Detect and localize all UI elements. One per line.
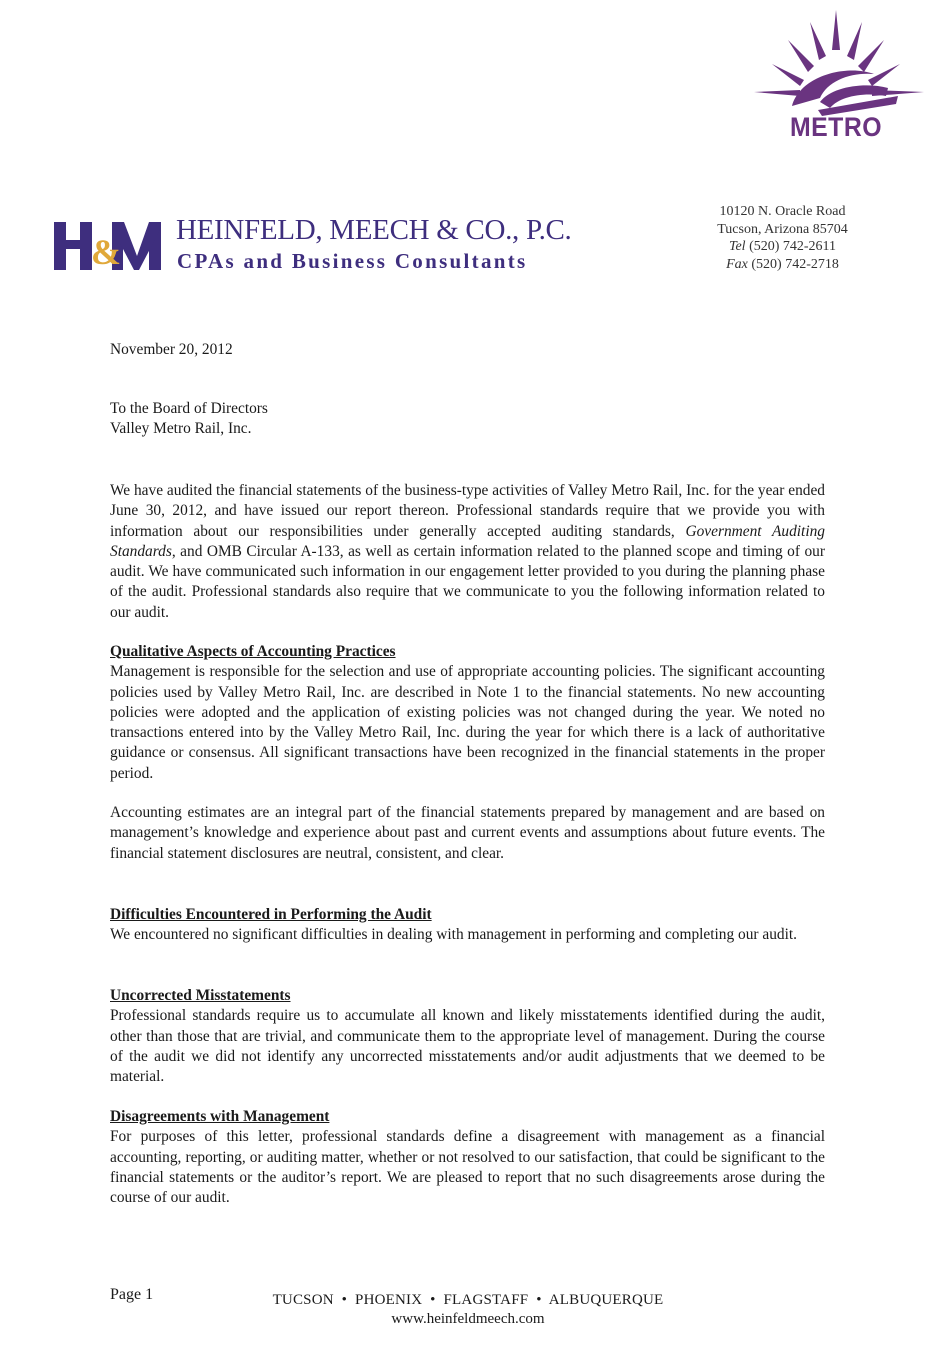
- footer-cities: TUCSON • PHOENIX • FLAGSTAFF • ALBUQUERQUE: [272, 1292, 664, 1308]
- section-body: For purposes of this letter, professional standards define a disagreement with management as a financial accounting, reporting, or auditing matter, whether or not resolved to our satisfaction, that could be significant to the financial statements or the auditor’s report. We are pleased to report that no such disagreements arose during the course of our audit.: [110, 1128, 825, 1207]
- fax-line: [695, 256, 870, 274]
- firm-name: HEINFELD, MEECH & CO., P.C.: [176, 214, 572, 246]
- recipient-block: [110, 399, 825, 440]
- fax-number: (520) 742-2718: [751, 256, 839, 272]
- section-body: Management is responsible for the selection and use of appropriate accounting policies. The significant accounting policies used by Valley Metro Rail, Inc. are described in Note 1 to the financial statements. No new accounting policies were adopted and the application of existing policies was not changed during the year. We noted no transactions entered into by the Valley Metro Rail, Inc. during the year for which there is a lack of authoritative guidance or consensus. All significant transactions have been recognized in the financial statements in the proper period.: [110, 663, 825, 782]
- firm-tagline: CPAs and Business Consultants: [177, 249, 528, 273]
- section-qualitative: [110, 642, 825, 784]
- telephone-line: [695, 238, 870, 256]
- recipient-line-1: To the Board of Directors: [110, 400, 268, 417]
- metro-logo-word: METRO: [790, 112, 882, 142]
- section-heading: Disagreements with Management: [110, 1108, 330, 1125]
- estimates-paragraph: Accounting estimates are an integral part of the financial statements prepared by management and are based on management’s knowledge and experience about past and current events and assumptions about future events. The financial statement disclosures are neutral, consistent, and clear.: [110, 804, 825, 862]
- intro-text-1: We have audited the financial statements of the business-type activities of Valley Metro Rail, Inc. for the year ended June 30, 2012, and have issued our report thereon. Professional standards require that we provide you with information about our responsibilities under generally accepted auditing standards,: [110, 482, 825, 540]
- section-disagreements: [110, 1107, 825, 1208]
- svg-text:&: &: [91, 232, 121, 272]
- intro-paragraph: [110, 481, 825, 623]
- intro-text-2: , and OMB Circular A-133, as well as certain information related to the planned scope and timing of our audit. We have communicated such information in our engagement letter provided to you during the planning phase of the audit. Professional standards also require that we communicate to you the following information related to our audit.: [110, 542, 825, 621]
- section-body: Professional standards require us to accumulate all known and likely misstatements identified during the audit, other than those that are trivial, and communicate them to the appropriate level of management. During the course of the audit we did not identify any uncorrected misstatements and/or audit adjustments that we deemed to be material.: [110, 1007, 825, 1086]
- address-line-1: 10120 N. Oracle Road: [719, 204, 846, 219]
- section-misstatements: [110, 986, 825, 1087]
- intro-italic-title: Government Auditing Standards: [110, 522, 825, 560]
- section-difficulties: [110, 905, 825, 946]
- section-heading: Difficulties Encountered in Performing the Audit: [110, 906, 432, 923]
- letter-date: November 20, 2012: [110, 341, 233, 358]
- page-number: Page 1: [110, 1286, 154, 1303]
- address-line-2: Tucson, Arizona 85704: [717, 221, 848, 237]
- recipient-line-2: Valley Metro Rail, Inc.: [110, 420, 252, 438]
- footer-website: www.heinfeldmeech.com: [391, 1311, 545, 1327]
- tel-label: Tel: [728, 239, 746, 254]
- firm-address-block: [695, 203, 870, 273]
- section-heading: Qualitative Aspects of Accounting Practices: [110, 643, 396, 660]
- section-heading: Uncorrected Misstatements: [110, 987, 291, 1004]
- tel-number: (520) 742-2611: [749, 239, 837, 254]
- hm-logo-icon: [54, 218, 162, 274]
- fax-label: Fax: [726, 256, 748, 272]
- section-body: We encountered no significant difficulties in dealing with management in performing and completing our audit.: [110, 926, 798, 944]
